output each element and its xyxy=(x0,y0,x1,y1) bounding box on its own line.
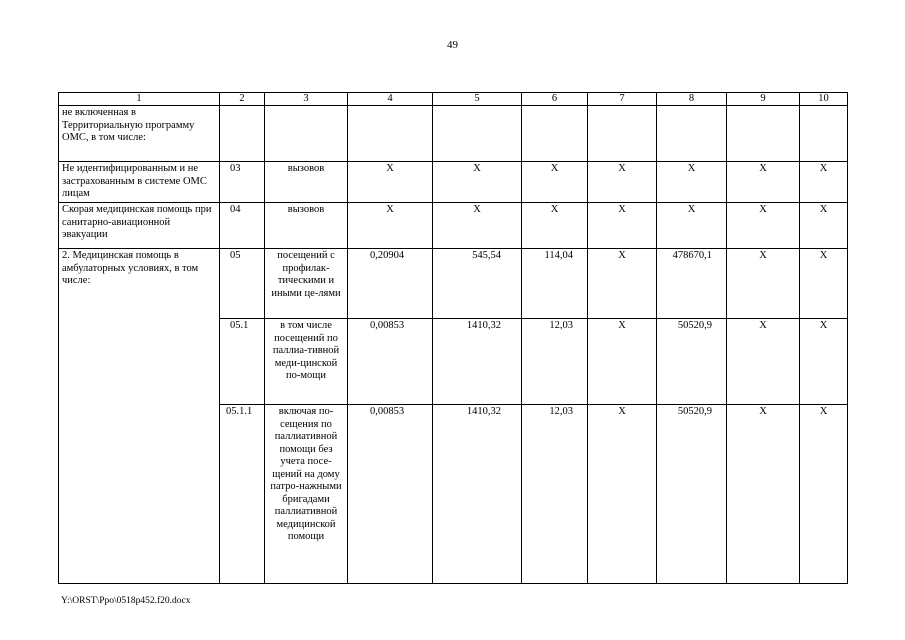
column-header-5: 5 xyxy=(433,93,522,106)
table-row xyxy=(59,249,848,319)
cell-col10: X xyxy=(800,203,848,249)
cell-col10 xyxy=(800,106,848,162)
row-unit: вызовов xyxy=(265,162,348,203)
column-header-1: 1 xyxy=(59,93,220,106)
column-header-6: 6 xyxy=(522,93,588,106)
row-unit: в том числе посещений по паллиа-тивной меди-цинской по-мощи xyxy=(265,319,348,405)
cell-col8: 50520,9 xyxy=(657,319,727,405)
row-name: 2. Медицинская помощь в амбулаторных условиях, в том числе: xyxy=(59,249,220,584)
row-code: 05.1 xyxy=(220,319,265,405)
row-unit xyxy=(265,106,348,162)
cell-col4: 0,00853 xyxy=(348,405,433,584)
cell-col9 xyxy=(727,106,800,162)
cell-col9: X xyxy=(727,249,800,319)
cell-col7: X xyxy=(588,405,657,584)
table-row xyxy=(59,106,848,162)
cell-col7: X xyxy=(588,249,657,319)
column-header-3: 3 xyxy=(265,93,348,106)
cell-col4: X xyxy=(348,203,433,249)
cell-col4: 0,20904 xyxy=(348,249,433,319)
cell-col4: 0,00853 xyxy=(348,319,433,405)
cell-col9: X xyxy=(727,319,800,405)
cell-col4 xyxy=(348,106,433,162)
cell-col6: 12,03 xyxy=(522,319,588,405)
cell-col5 xyxy=(433,106,522,162)
row-name: не включенная в Территориальную программу ОМС, в том числе: xyxy=(59,106,220,162)
page-number: 49 xyxy=(447,39,458,51)
cell-col7: X xyxy=(588,162,657,203)
cell-col10: X xyxy=(800,319,848,405)
cell-col10: X xyxy=(800,162,848,203)
cell-col5: 545,54 xyxy=(433,249,522,319)
column-header-8: 8 xyxy=(657,93,727,106)
cell-col6: 114,04 xyxy=(522,249,588,319)
row-unit: включая по-сещения по паллиативной помощи без учета посе-щений на дому патро-нажными бригадами паллиативной медицинской помощи xyxy=(265,405,348,584)
table-row xyxy=(59,203,848,249)
table-header-row xyxy=(59,93,848,106)
file-path-footer: Y:\ORST\Ppo\0518p452.f20.docx xyxy=(61,596,191,606)
row-name: Скорая медицинская помощь при санитарно-авиационной эвакуации xyxy=(59,203,220,249)
cell-col5: X xyxy=(433,162,522,203)
column-header-7: 7 xyxy=(588,93,657,106)
column-header-2: 2 xyxy=(220,93,265,106)
cell-col8: 478670,1 xyxy=(657,249,727,319)
cell-col6: 12,03 xyxy=(522,405,588,584)
cell-col6: X xyxy=(522,203,588,249)
cell-col7: X xyxy=(588,203,657,249)
cell-col10: X xyxy=(800,249,848,319)
row-code xyxy=(220,106,265,162)
row-code: 05 xyxy=(220,249,265,319)
row-unit: вызовов xyxy=(265,203,348,249)
cell-col5: 1410,32 xyxy=(433,319,522,405)
column-header-4: 4 xyxy=(348,93,433,106)
row-code: 05.1.1 xyxy=(220,405,265,584)
row-code: 04 xyxy=(220,203,265,249)
cell-col5: 1410,32 xyxy=(433,405,522,584)
row-unit: посещений с профилак-тическими и иными це-лями xyxy=(265,249,348,319)
cell-col8: X xyxy=(657,162,727,203)
cell-col8: 50520,9 xyxy=(657,405,727,584)
cell-col10: X xyxy=(800,405,848,584)
data-table xyxy=(58,92,848,584)
cell-col7: X xyxy=(588,319,657,405)
column-header-9: 9 xyxy=(727,93,800,106)
cell-col8 xyxy=(657,106,727,162)
cell-col8: X xyxy=(657,203,727,249)
row-code: 03 xyxy=(220,162,265,203)
column-header-10: 10 xyxy=(800,93,848,106)
cell-col6: X xyxy=(522,162,588,203)
cell-col6 xyxy=(522,106,588,162)
cell-col4: X xyxy=(348,162,433,203)
cell-col9: X xyxy=(727,203,800,249)
cell-col9: X xyxy=(727,162,800,203)
cell-col9: X xyxy=(727,405,800,584)
row-name: Не идентифицированным и не застрахованным в системе ОМС лицам xyxy=(59,162,220,203)
table-row xyxy=(59,162,848,203)
cell-col7 xyxy=(588,106,657,162)
cell-col5: X xyxy=(433,203,522,249)
